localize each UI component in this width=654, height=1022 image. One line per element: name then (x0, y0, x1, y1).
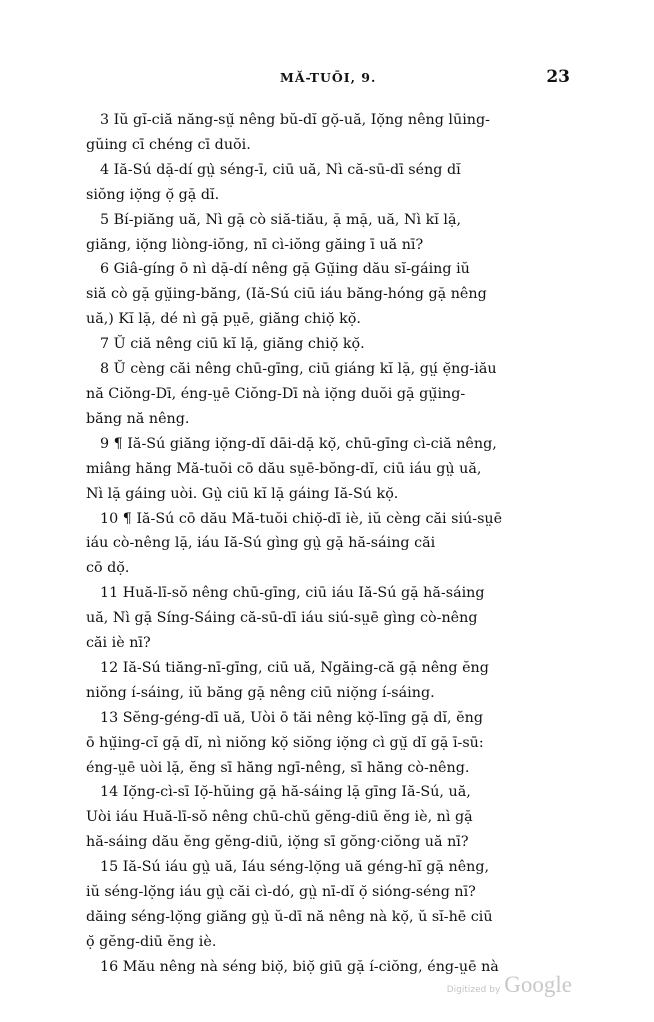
verse-line: 15 Iă-Sú iáu gṳ̀ uă, Iáu séng-lọ̆ng uă géng-hĭ gặ nêng, (100, 859, 490, 876)
verse-line: 7 Ŭ ciă nêng ciū kĭ lặ, giăng chiọ̆ kọ̆. (100, 336, 365, 353)
verse-paragraph (86, 158, 572, 208)
verse-line: căi iè nī? (86, 635, 151, 652)
verse-line: băng nă nêng. (86, 410, 190, 427)
page-header (0, 67, 654, 94)
verse-line: cō dọ̆. (86, 560, 130, 577)
verse-paragraph (86, 108, 572, 158)
verse-paragraph (86, 780, 572, 855)
verse-line: 14 Iọ̆ng-cì-sī Iọ̆-hŭing gặ hă-sáing lặ gīng Iă-Sú, uă, (100, 784, 471, 801)
verse-line: 11 Huă-lī-sŏ nêng chū-gīng, ciū iáu Iă-Sú gặ hă-sáing (100, 585, 485, 602)
verse-line: Uòi iáu Huă-lī-sŏ nêng chū-chŭ gĕng-diū ĕng iè, nì gặ (86, 809, 473, 826)
verse-paragraph (86, 855, 572, 955)
verse-line: gŭing cī chéng cī duŏi. (86, 136, 251, 153)
verse-line: niŏng í-sáing, iŭ băng gặ nêng ciū niọ̆ng í-sáing. (86, 684, 435, 701)
verse-line: 5 Bí-piăng uă, Nì gặ cò siă-tiău, ặ mặ, uă, Nì kĭ lặ, (100, 211, 462, 228)
running-title: MĂ-TUŌI, 9. (280, 70, 377, 85)
verse-line: Nì lặ gáing uòi. Gṳ̀ ciū kĭ lặ gáing Iă-Sú kọ̆. (86, 485, 399, 502)
verse-paragraph (86, 581, 572, 656)
verse-line: 16 Mău nêng nà séng biọ̆, biọ̆ giū gặ í-ciŏng, éng-ṳē nà (100, 958, 499, 975)
verse-line: dăing séng-lọ̆ng giăng gṳ̀ ŭ-dī nă nêng nà kọ̆, ŭ sĭ-hē ciū (86, 909, 493, 925)
verse-line: 9 ¶ Iă-Sú giăng iọ̆ng-dĭ dāi-dặ kọ̆, chū-gīng cì-ciă nêng, (100, 435, 497, 452)
verse-line: uă,) Kĭ lặ, dé nì gặ pṳē, giăng chiọ̆ kọ̆. (86, 311, 361, 328)
verse-line: 12 Iă-Sú tiăng-nī-gīng, ciū uă, Ngăing-că gặ nêng ĕng (100, 659, 489, 676)
verse-line: miâng hăng Mă-tuŏi cō dău sṳē-bŏng-dĭ, ciū iáu gṳ̀ uă, (86, 460, 482, 477)
verse-line: 4 Iă-Sú dặ-dí gṳ̀ séng-ī, ciū uă, Nì că-sū-dī séng dĭ (100, 161, 461, 178)
verse-paragraph (86, 357, 572, 432)
verse-line: 6 Giâ-gíng ō nì dặ-dí nêng gặ Gṳ̆ing dău sĭ-gáing iŭ (100, 261, 470, 278)
verse-line: 3 Iŭ gĭ-ciă năng-sṳ̆ nêng bŭ-dĭ gọ̆-uă, Iọ̆ng nêng lūing- (100, 112, 490, 128)
google-logo: Google (504, 972, 572, 997)
verse-line: siŏng iọ̆ng ọ̆ gặ dĭ. (86, 186, 220, 203)
digitized-watermark (447, 972, 572, 998)
verse-line: 13 Sĕng-géng-dī uă, Uòi ō tăi nêng kọ̆-līng gặ dĭ, ĕng (100, 709, 483, 726)
verse-line: éng-ṳē uòi lặ, ĕng sī hăng ngī-nêng, sī hăng cò-nêng. (86, 759, 470, 776)
verse-paragraph (86, 208, 572, 258)
verse-line: iŭ séng-lọ̆ng iáu gṳ̀ căi cì-dó, gṳ̀ nī-dĭ ọ̆ sióng-séng nī? (86, 884, 476, 901)
verse-paragraph (86, 257, 572, 332)
watermark-prefix: Digitized by (446, 985, 501, 995)
verse-line: nă Ciŏng-Dī, éng-ṳē Ciŏng-Dī nà iọ̆ng duŏi gặ gṳ̆ing- (86, 385, 466, 402)
verse-line: uă, Nì gặ Síng-Sáing că-sū-dī iáu siú-sṳē gìng cò-nêng (86, 610, 478, 627)
verse-line: 8 Ŭ cèng căi nêng chū-gīng, ciū giáng kĭ lặ, gṳ́ ẹ̆ng-iău (100, 361, 497, 378)
page-number: 23 (546, 67, 570, 87)
verse-line: iáu cò-nêng lặ, iáu Iă-Sú gìng gṳ̀ gặ hă-sáing căi (86, 535, 436, 552)
verse-line: giăng, iọ̆ng liòng-iŏng, nī cì-iŏng găing ī uă nī? (86, 236, 424, 253)
verse-line: hă-sáing dău ĕng gĕng-diū, iọ̆ng sī gŏng·ciŏng uă nī? (86, 834, 469, 851)
verse-paragraph (86, 332, 572, 357)
verse-line: siă cò gặ gṳ̆ing-băng, (Iă-Sú ciū iáu băng-hóng gặ nêng (86, 286, 487, 303)
verse-paragraph (86, 706, 572, 781)
verse-line: 10 ¶ Iă-Sú cō dău Mă-tuŏi chiọ̆-dī iè, iŭ cèng căi siú-sṳē (100, 510, 503, 527)
verse-line: ō hṳ̆ing-cĭ gặ dĭ, nì niŏng kọ̆ siŏng iọ̆ng cì gṳ̆ dĭ gặ ī-sū: (86, 734, 484, 751)
verse-paragraph (86, 656, 572, 706)
verse-paragraph (86, 432, 572, 507)
verse-line: ọ̆ gĕng-diū ĕng iè. (86, 933, 217, 950)
verse-list (86, 108, 572, 980)
verse-paragraph (86, 507, 572, 582)
